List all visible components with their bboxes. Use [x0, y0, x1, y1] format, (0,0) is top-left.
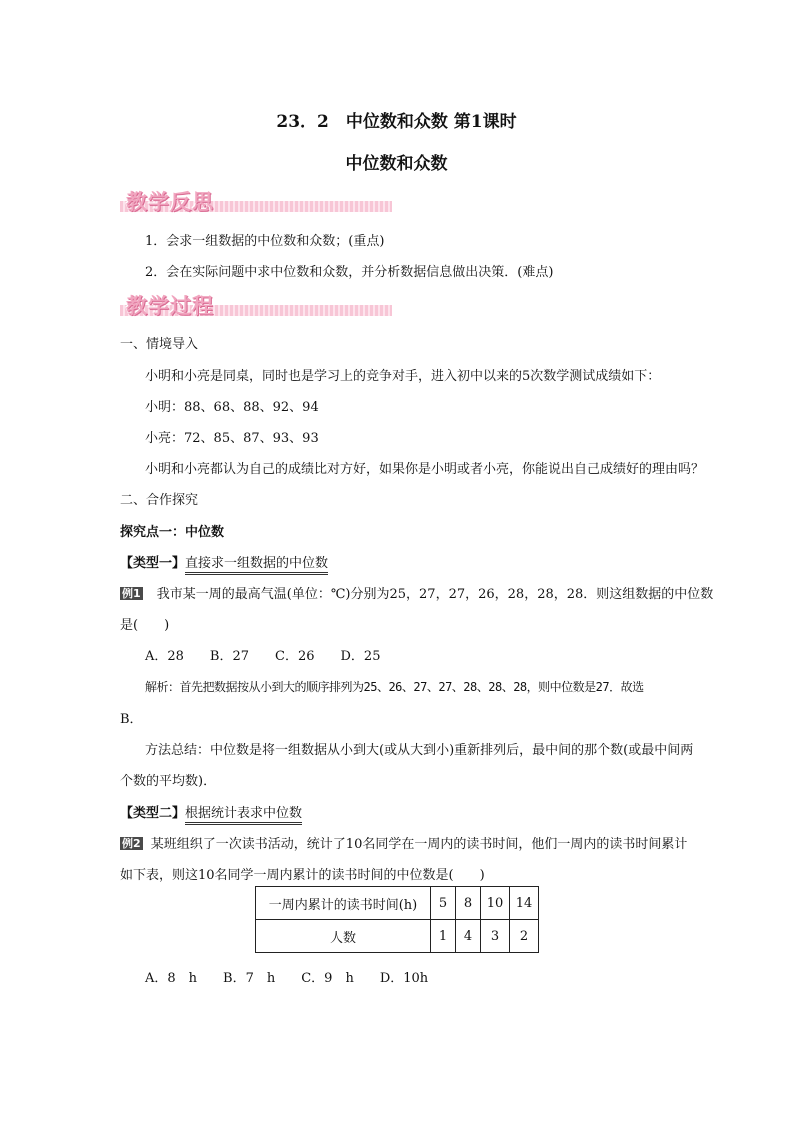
example1-summary-line1: 方法总结：中位数是将一组数据从小到大(或从大到小)重新排列后，最中间的那个数(或最中间两: [145, 743, 694, 758]
example1-text: 我市某一周的最高气温(单位：℃)分别为25，27，27，26，28，28，28．则这组数据的中位数: [156, 587, 714, 602]
table-cell: 8: [456, 887, 481, 920]
reading-time-table: [255, 886, 539, 953]
table-cell: 3: [481, 920, 510, 953]
example2-options: A．8 h B．7 h C．9 h D．10h: [145, 971, 429, 986]
part1-intro: 小明和小亮是同桌，同时也是学习上的竞争对手，进入初中以来的5次数学测试成绩如下：: [145, 369, 661, 384]
type1-line: [120, 552, 328, 571]
section-header-label: 教学过程: [126, 293, 214, 318]
table-cell: 1: [431, 920, 456, 953]
example2-text: 某班组织了一次读书活动，统计了10名同学在一周内的读书时间，他们一周内的读书时间累计: [150, 837, 688, 852]
part1-question: 小明和小亮都认为自己的成绩比对方好，如果你是小明或者小亮，你能说出自己成绩好的理由吗？: [145, 462, 705, 477]
example1-line2: 是( ): [120, 618, 170, 633]
table-row: [256, 887, 539, 920]
point1-heading: 探究点一：中位数: [120, 525, 225, 540]
table-cell: 一周内累计的读书时间(h): [256, 887, 431, 920]
example1-analysis-line2: B．: [120, 712, 143, 727]
table-cell: 4: [456, 920, 481, 953]
section-header-label: 教学反思: [126, 189, 214, 214]
example2-line1: [120, 833, 687, 852]
type2-text: 根据统计表求中位数: [185, 806, 302, 825]
table-cell: 5: [431, 887, 456, 920]
page-subtitle: 中位数和众数: [345, 154, 448, 174]
section-header-reflection: [120, 186, 400, 220]
table-cell: 人数: [256, 920, 431, 953]
example2-line2: 如下表，则这10名同学一周内累计的读书时间的中位数是( ): [120, 868, 485, 883]
type2-line: [120, 802, 302, 821]
page-title: 23．2 中位数和众数 第1课时: [276, 112, 517, 132]
table-row: [256, 920, 539, 953]
xiaoliang-scores: 小亮：72、85、87、93、93: [145, 431, 319, 446]
table-cell: 10: [481, 887, 510, 920]
table-cell: 14: [510, 887, 539, 920]
table-cell: 2: [510, 920, 539, 953]
objective-2: 2．会在实际问题中求中位数和众数，并分析数据信息做出决策．(难点): [145, 265, 554, 280]
example2-tag: 例2: [122, 837, 141, 850]
example1-options: A．28 B．27 C．26 D．25: [145, 649, 381, 664]
type1-text: 直接求一组数据的中位数: [185, 556, 328, 575]
example1-line1: [120, 583, 713, 602]
example1-tag: 例1: [122, 587, 141, 600]
example1-summary-line2: 个数的平均数)．: [120, 774, 217, 789]
part1-heading: 一、情境导入: [120, 337, 199, 352]
type2-prefix: 【类型二】: [120, 806, 186, 821]
xiaoming-scores: 小明：88、68、88、92、94: [145, 400, 319, 415]
part2-heading: 二、合作探究: [120, 493, 199, 508]
type1-prefix: 【类型一】: [120, 556, 186, 571]
section-header-process: [120, 290, 400, 324]
example1-analysis-line1: 解析：首先把数据按从小到大的顺序排列为25、26、27、27、28、28、28，则中位数是27．故选: [145, 680, 644, 694]
objective-1: 1．会求一组数据的中位数和众数；(重点): [145, 234, 385, 249]
